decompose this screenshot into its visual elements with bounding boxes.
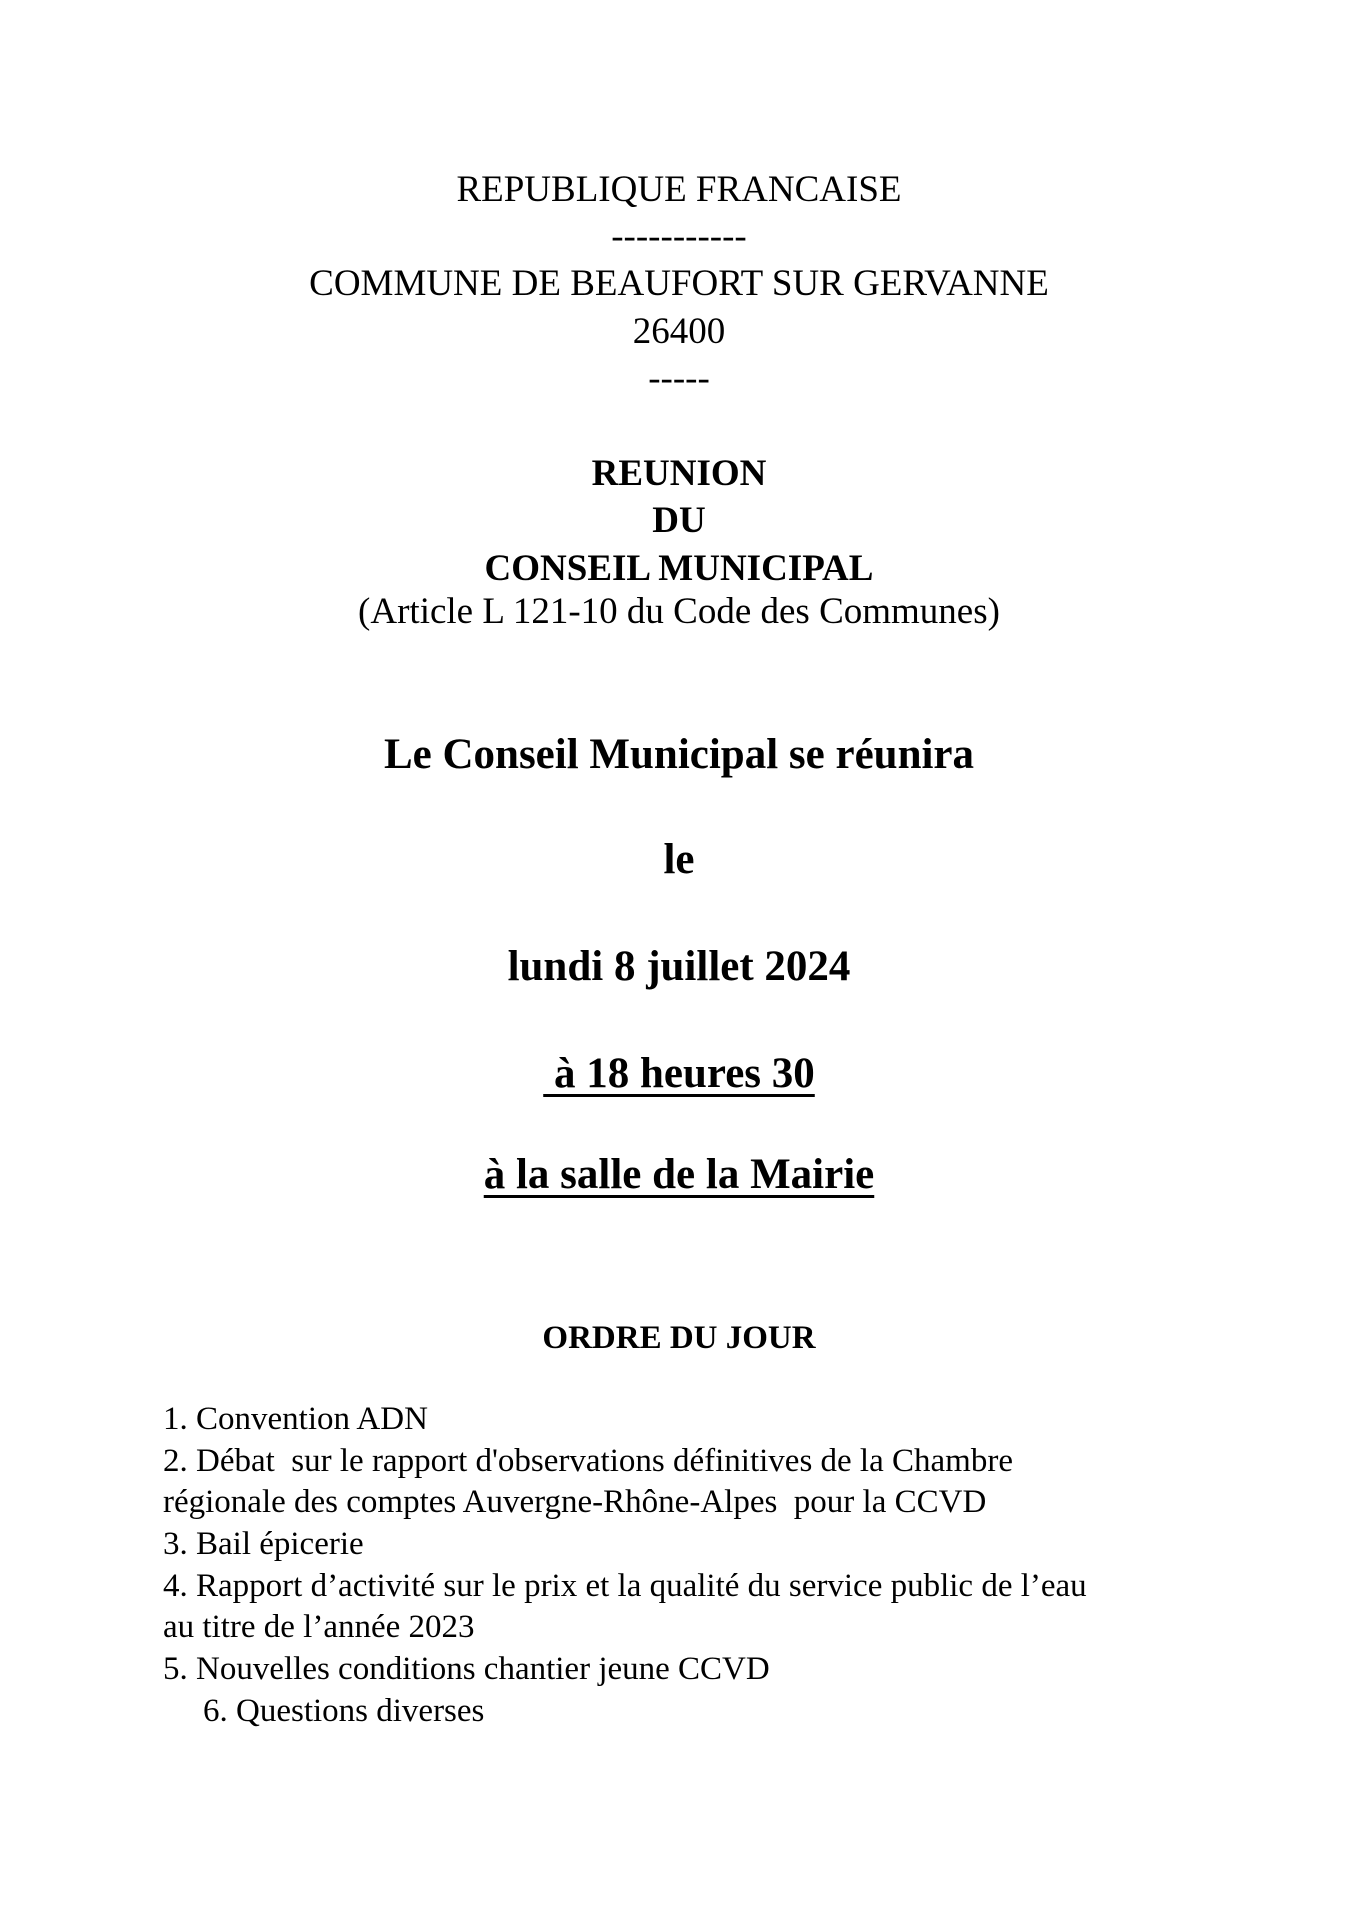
title-reunion: REUNION bbox=[591, 453, 767, 494]
agenda-item: 1. Convention ADN bbox=[163, 1401, 428, 1437]
agenda-item: 2. Débat sur le rapport d'observations définitives de la Chambre bbox=[163, 1443, 1013, 1479]
country-heading: REPUBLIQUE FRANCAISE bbox=[456, 169, 902, 210]
agenda-item-continuation: au titre de l’année 2023 bbox=[163, 1609, 475, 1645]
agenda-item-continuation: régionale des comptes Auvergne-Rhône-Alpes pour la CCVD bbox=[163, 1484, 987, 1520]
agenda-item: 5. Nouvelles conditions chantier jeune CCVD bbox=[163, 1651, 770, 1687]
separator-line: ----- bbox=[648, 358, 710, 399]
meeting-time-wrapper bbox=[0, 1052, 1358, 1095]
postal-code: 26400 bbox=[632, 311, 726, 352]
commune-name: COMMUNE DE BEAUFORT SUR GERVANNE bbox=[309, 263, 1049, 304]
meeting-place-wrapper bbox=[0, 1153, 1358, 1196]
agenda-item: 3. Bail épicerie bbox=[163, 1526, 364, 1562]
meeting-time: à 18 heures 30 bbox=[543, 1050, 815, 1097]
separator-line: ----------- bbox=[611, 216, 747, 257]
agenda-title: ORDRE DU JOUR bbox=[542, 1320, 816, 1356]
agenda-item: 6. Questions diverses bbox=[203, 1693, 485, 1729]
agenda-item: 4. Rapport d’activité sur le prix et la qualité du service public de l’eau bbox=[163, 1568, 1087, 1604]
title-conseil-municipal: CONSEIL MUNICIPAL bbox=[484, 548, 874, 589]
title-du: DU bbox=[652, 500, 706, 541]
meeting-place: à la salle de la Mairie bbox=[483, 1151, 875, 1198]
announcement-le: le bbox=[663, 836, 695, 883]
announcement-intro: Le Conseil Municipal se réunira bbox=[383, 731, 975, 778]
legal-article-reference: (Article L 121-10 du Code des Communes) bbox=[358, 591, 1000, 632]
meeting-date: lundi 8 juillet 2024 bbox=[507, 943, 851, 990]
